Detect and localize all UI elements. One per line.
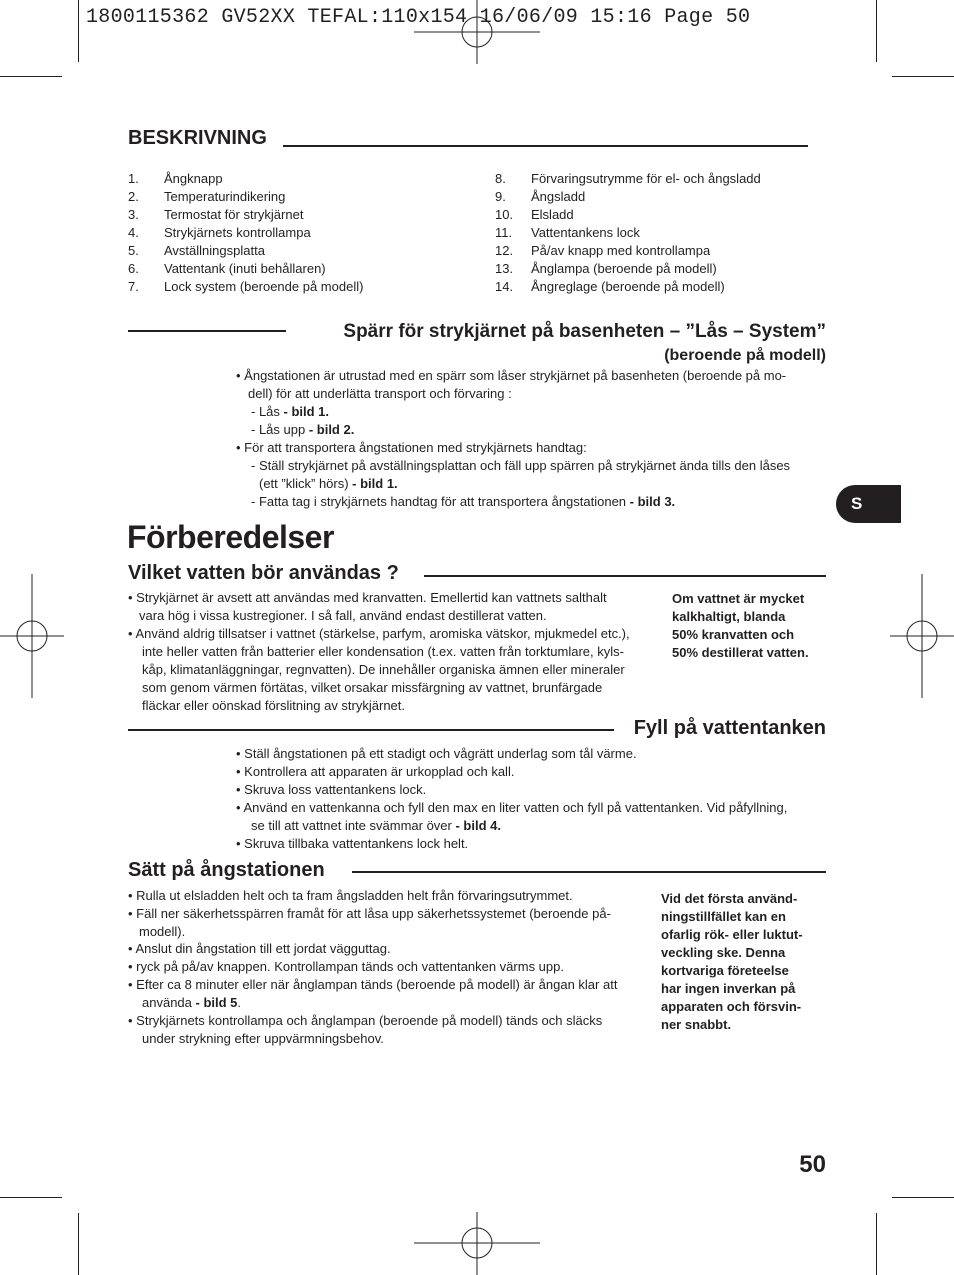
list-item: 8. Förvaringsutrymme för el- och ångsladd	[495, 171, 761, 186]
paragraph: dell) för att underlätta transport och förvaring :	[248, 386, 512, 401]
page-number: 50	[799, 1151, 826, 1178]
crop-mark	[892, 76, 954, 77]
list-item: 4. Strykjärnets kontrollampa	[128, 225, 311, 240]
paragraph: modell).	[139, 924, 186, 939]
sidenote-line: 50% destillerat vatten.	[672, 645, 809, 660]
paragraph: - Fatta tag i strykjärnets handtag för att transportera ångstationen - bild 3.	[251, 494, 676, 509]
heading-rule	[128, 330, 286, 332]
list-item: 13. Ånglampa (beroende på modell)	[495, 261, 717, 276]
crop-mark	[876, 1213, 877, 1275]
paragraph: • Använd aldrig tillsatser i vattnet (stärkelse, parfym, aromiska vätskor, mjukmedel etc.),	[128, 626, 630, 641]
fyll-heading: Fyll på vattentanken	[633, 717, 826, 739]
sidenote-line: kortvariga företeelse	[661, 963, 789, 978]
beskrivning-heading: BESKRIVNING	[128, 127, 267, 149]
sidenote-line: 50% kranvatten och	[672, 627, 795, 642]
sidenote-line: Om vattnet är mycket	[672, 591, 805, 606]
list-item: 7. Lock system (beroende på modell)	[128, 279, 364, 294]
paragraph: - Ställ strykjärnet på avställningsplattan och fäll upp spärren på strykjärnet ända tills den låses	[251, 458, 791, 473]
sidenote-line: ningstillfället kan en	[661, 909, 786, 924]
paragraph: • Strykjärnets kontrollampa och ånglampan (beroende på modell) tänds och släcks	[128, 1013, 603, 1028]
paragraph: - Lås - bild 1.	[251, 404, 330, 419]
paragraph: • Använd en vattenkanna och fyll den max en liter vatten och fyll på vattentanken. Vid påfyllning,	[236, 800, 788, 815]
las-subheading: (beroende på modell)	[664, 347, 826, 364]
satt-heading: Sätt på ångstationen	[128, 859, 325, 881]
list-item: 6. Vattentank (inuti behållaren)	[128, 261, 326, 276]
crop-mark	[78, 1213, 79, 1275]
language-tab	[836, 485, 901, 523]
list-item: 11. Vattentankens lock	[495, 225, 640, 240]
list-item: 1. Ångknapp	[128, 171, 223, 186]
paragraph: - Lås upp - bild 2.	[251, 422, 355, 437]
las-heading: Spärr för strykjärnet på basenheten – ”Lås – System”	[343, 321, 826, 342]
crop-mark	[0, 1197, 62, 1198]
paragraph: • ryck på på/av knappen. Kontrollampan tänds och vattentanken värms upp.	[128, 959, 564, 974]
heading-rule	[283, 145, 808, 147]
sidenote-line: kalkhaltigt, blanda	[672, 609, 786, 624]
paragraph: • Efter ca 8 minuter eller när ånglampan tänds (beroende på modell) är ångan klar att	[128, 977, 618, 992]
list-item: 3. Termostat för strykjärnet	[128, 207, 304, 222]
sidenote-line: har ingen inverkan på	[661, 981, 796, 996]
paragraph: som genom värmen förtätas, vilket orsakar missfärgning av vattnet, brunfärgade	[142, 680, 603, 695]
page-title: Förberedelser	[127, 519, 334, 555]
crop-mark	[0, 76, 62, 77]
paragraph: se till att vattnet inte svämmar över - bild 4.	[251, 818, 501, 833]
paragraph: under strykning efter uppvärmningsbehov.	[142, 1031, 384, 1046]
registration-mark-left	[0, 574, 64, 698]
list-item: 5. Avställningsplatta	[128, 243, 265, 258]
paragraph: • För att transportera ångstationen med strykjärnets handtag:	[236, 440, 587, 455]
crop-mark	[892, 1197, 954, 1198]
paragraph: • Ställ ångstationen på ett stadigt och vågrätt underlag som tål värme.	[236, 746, 637, 761]
heading-rule	[128, 729, 614, 731]
paragraph: • Skruva loss vattentankens lock.	[236, 782, 427, 797]
registration-mark-bottom	[414, 1212, 540, 1275]
paragraph: inte heller vatten från batterier eller kondensation (t.ex. vatten från torktumlare, kyls-	[142, 644, 624, 659]
sidenote-line: apparaten och försvin-	[661, 999, 802, 1014]
paragraph: • Skruva tillbaka vattentankens lock helt.	[236, 836, 469, 851]
language-tab-label: S	[851, 494, 863, 513]
list-item: 14. Ångreglage (beroende på modell)	[495, 279, 725, 294]
list-item: 2. Temperaturindikering	[128, 189, 286, 204]
crop-mark	[876, 0, 877, 62]
paragraph: vara hög i vissa kustregioner. I så fall, använd endast destillerat vatten.	[139, 608, 547, 623]
paragraph: • Rulla ut elsladden helt och ta fram ångsladden helt från förvaringsutrymmet.	[128, 888, 573, 903]
paragraph: kåp, klimatanläggningar, regnvatten). De innehåller organiska ämnen eller mineraler	[142, 662, 625, 677]
paragraph: fläckar eller oönskad förslitning av strykjärnet.	[142, 698, 406, 713]
sidenote-line: Vid det första använd-	[661, 891, 798, 906]
paragraph: • Ångstationen är utrustad med en spärr som låser strykjärnet på basenheten (beroende på mo-	[236, 368, 787, 383]
paragraph: • Strykjärnet är avsett att användas med kranvatten. Emellertid kan vattnets salthalt	[128, 590, 607, 605]
sidenote-line: ofarlig rök- eller luktut-	[661, 927, 803, 942]
paragraph: • Fäll ner säkerhetsspärren framåt för att låsa upp säkerhetssystemet (beroende på-	[128, 906, 611, 921]
sidenote-line: veckling ske. Denna	[661, 945, 786, 960]
heading-rule	[352, 871, 826, 873]
paragraph: använda - bild 5.	[142, 995, 242, 1010]
list-item: 12. På/av knapp med kontrollampa	[495, 243, 711, 258]
paragraph: • Kontrollera att apparaten är urkopplad och kall.	[236, 764, 515, 779]
paragraph: (ett ”klick” hörs) - bild 1.	[259, 476, 398, 491]
list-item: 9. Ångsladd	[495, 189, 586, 204]
slug-line: 1800115362 GV52XX TEFAL:110x154 16/06/09 15:16 Page 50	[86, 6, 751, 29]
crop-mark	[78, 0, 79, 62]
vatten-heading: Vilket vatten bör användas ?	[128, 562, 399, 584]
sidenote-line: ner snabbt.	[661, 1017, 732, 1032]
heading-rule	[424, 575, 826, 577]
registration-mark-right	[890, 574, 954, 698]
paragraph: • Anslut din ångstation till ett jordat vägguttag.	[128, 941, 391, 956]
list-item: 10. Elsladd	[495, 207, 574, 222]
